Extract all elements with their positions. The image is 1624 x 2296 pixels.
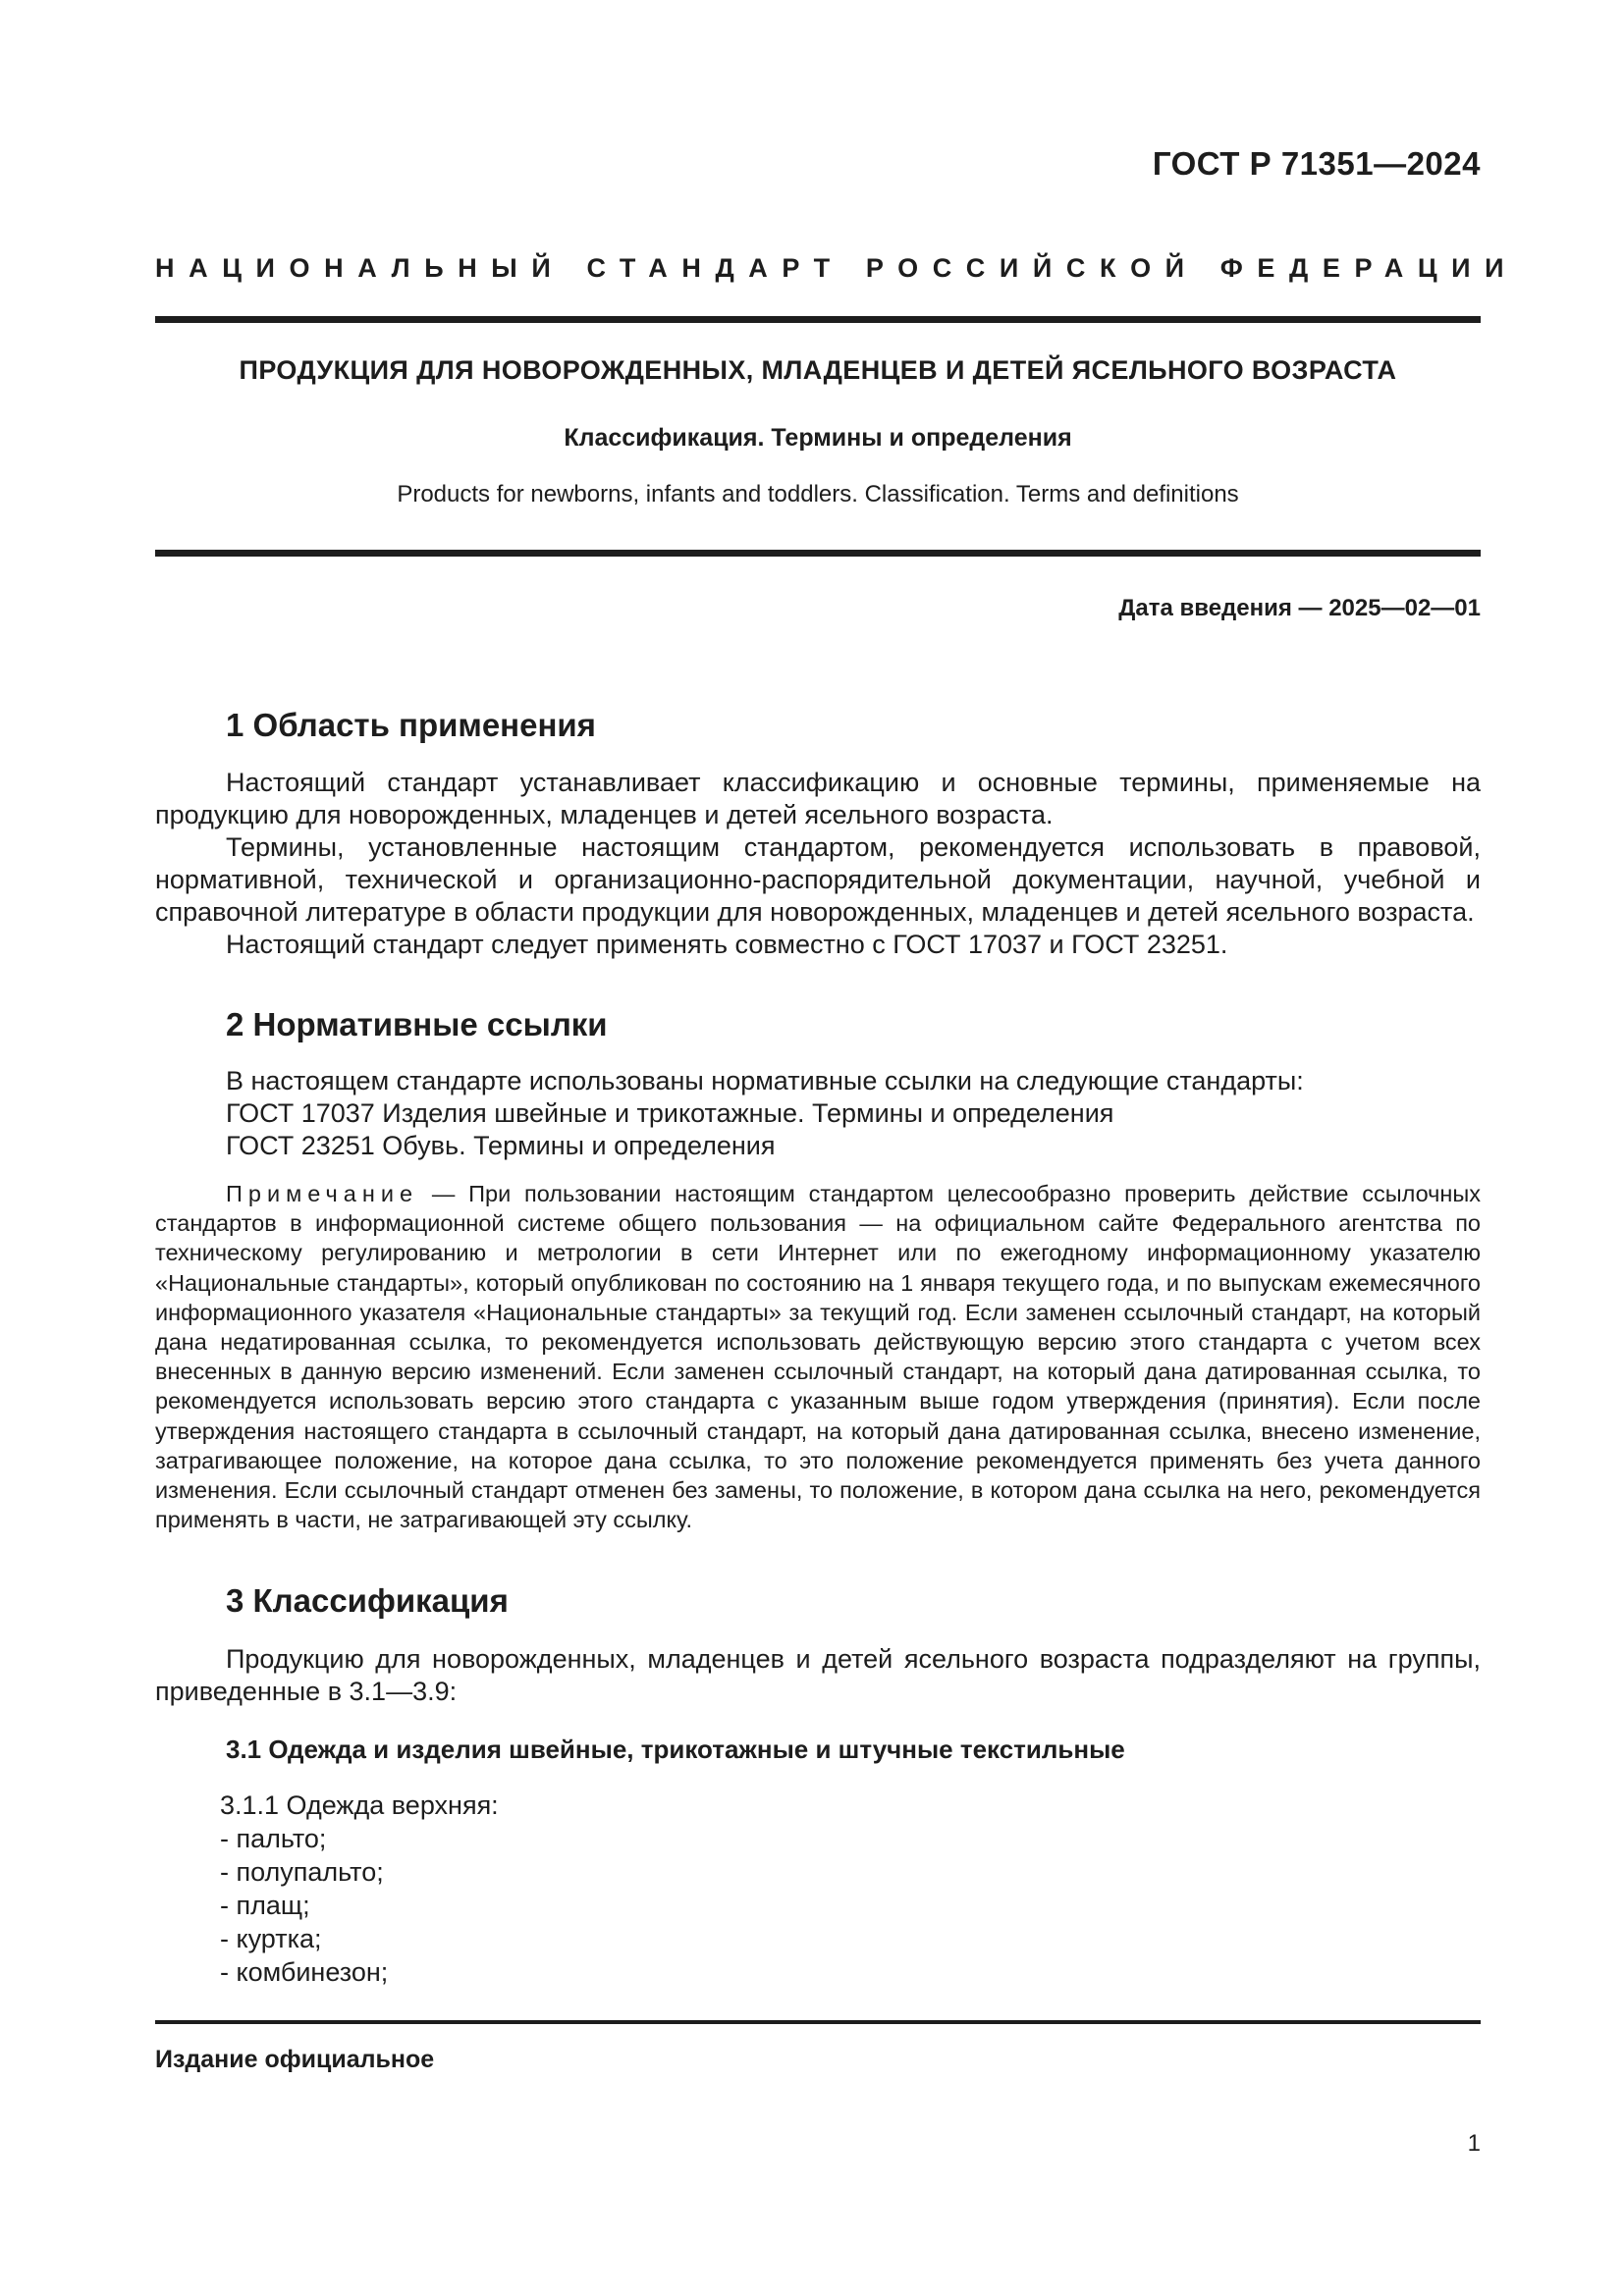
national-standard-banner: НАЦИОНАЛЬНЫЙ СТАНДАРТ РОССИЙСКОЙ ФЕДЕРАЦИИ: [155, 253, 1519, 283]
list-item: - комбинезон;: [220, 1957, 389, 1987]
subsection-heading-clothing: 3.1 Одежда и изделия швейные, трикотажные и штучные текстильные: [226, 1735, 1125, 1764]
classification-intro: Продукцию для новорожденных, младенцев и детей ясельного возраста подразделяют на группы, приведенные в 3.1—3.9:: [155, 1644, 1481, 1706]
list-item: - пальто;: [220, 1824, 327, 1853]
references-note: [155, 1179, 1481, 1534]
page-number: 1: [1467, 2130, 1481, 2157]
header-rule-top: [155, 316, 1481, 323]
standard-code: ГОСТ Р 71351—2024: [1152, 145, 1481, 182]
introduction-date: Дата введения — 2025—02—01: [1118, 595, 1481, 621]
outerwear-list: [220, 1789, 499, 1989]
list-item: - полупальто;: [220, 1857, 384, 1887]
document-title: ПРОДУКЦИЯ ДЛЯ НОВОРОЖДЕННЫХ, МЛАДЕНЦЕВ И ДЕТЕЙ ЯСЕЛЬНОГО ВОЗРАСТА: [239, 355, 1397, 385]
scope-paragraph: Настоящий стандарт устанавливает классификацию и основные термины, применяемые на продукцию для новорожденных, младенцев и детей ясельного возраста.: [155, 768, 1481, 829]
section-heading-classification: 3 Классификация: [226, 1582, 509, 1619]
section-heading-scope: 1 Область применения: [226, 707, 596, 743]
list-item: - куртка;: [220, 1924, 322, 1953]
note-text: — При пользовании настоящим стандартом целесообразно проверить действие ссылочных стандартов в информационной системе общего пользования — на официальном сайте Федерального агентства по техническому регулированию и метрологии в сети Интернет или по ежегодному информационному указателю «Национальные стандарты», который опубликован по состоянию на 1 января текущего года, и по выпускам ежемесячного информационного указателя «Национальные стандарты» за текущий год. Если заменен ссылочный стандарт, на который дана недатированная ссылка, то рекомендуется использовать действующую версию этого стандарта с учетом всех внесенных в данную версию изменений. Если заменен ссылочный стандарт, на который дана датированная ссылка, то рекомендуется использовать версию этого стандарта с указанным выше годом утверждения (принятия). Если после утверждения настоящего стандарта в ссылочный стандарт, на который дана датированная ссылка, внесено изменение, затрагивающее положение, на которое дана ссылка, то это положение рекомендуется применять без учета данного изменения. Если ссылочный стандарт отменен без замены, то положение, в котором дана ссылка на него, рекомендуется применять в части, не затрагивающей эту ссылку.: [155, 1181, 1481, 1533]
list-item: 3.1.1 Одежда верхняя:: [220, 1790, 499, 1820]
references-intro: В настоящем стандарте использованы нормативные ссылки на следующие стандарты:: [226, 1066, 1304, 1095]
scope-paragraph: Термины, установленные настоящим стандартом, рекомендуется использовать в правовой, нормативной, технической и организационно-распорядительной документации, научной, учебной и справочной литературе в области продукции для новорожденных, младенцев и детей ясельного возраста.: [155, 832, 1481, 927]
english-title: Products for newborns, infants and toddlers. Classification. Terms and definitions: [397, 481, 1239, 507]
scope-paragraph: Настоящий стандарт следует применять совместно с ГОСТ 17037 и ГОСТ 23251.: [226, 930, 1228, 959]
header-rule-bottom: [155, 550, 1481, 557]
footer-rule: [155, 2020, 1481, 2024]
document-subtitle: Классификация. Термины и определения: [564, 424, 1072, 452]
section-heading-references: 2 Нормативные ссылки: [226, 1006, 608, 1042]
note-label: Примечание: [226, 1181, 419, 1206]
reference-item: ГОСТ 23251 Обувь. Термины и определения: [226, 1131, 776, 1160]
official-edition-label: Издание официальное: [155, 2046, 435, 2073]
reference-item: ГОСТ 17037 Изделия швейные и трикотажные. Термины и определения: [226, 1098, 1114, 1128]
list-item: - плащ;: [220, 1891, 310, 1920]
